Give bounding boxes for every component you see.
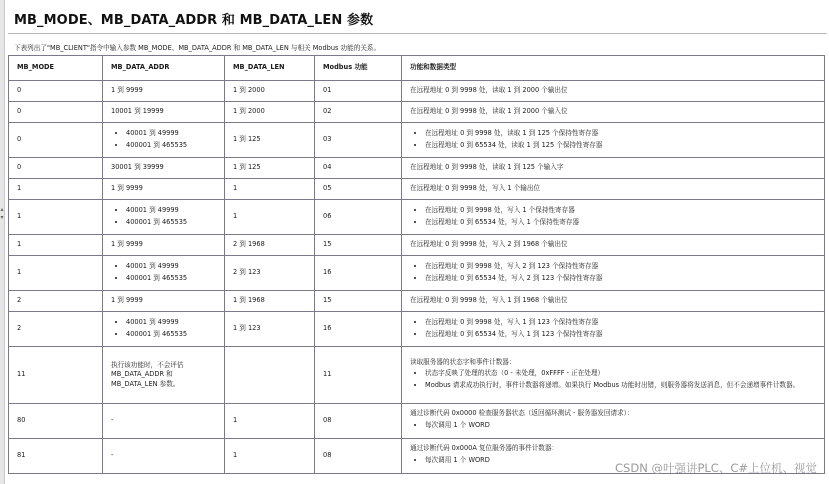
table-row: [9, 312, 825, 347]
cell-modbus-function: 16: [315, 256, 402, 291]
cell-mb-mode: 11: [9, 347, 103, 404]
header-modbus-function: Modbus 功能: [315, 56, 402, 81]
splitter-arrow-up-icon: ▴: [0, 206, 4, 213]
table-row: [9, 200, 825, 235]
cell-mb-data-len: 1: [225, 179, 315, 200]
cell-mb-data-len: 1 到 2000: [225, 102, 315, 123]
cell-mb-data-addr: [103, 312, 225, 347]
cell-mb-mode: 2: [9, 291, 103, 312]
table-row: [9, 123, 825, 158]
cell-mb-data-len: 1 到 123: [225, 312, 315, 347]
cell-modbus-function: 01: [315, 81, 402, 102]
description-item: • 每次调用 1 个 WORD: [425, 456, 816, 466]
intro-text: 下表列出了"MB_CLIENT"指令中输入参数 MB_MODE、MB_DATA_ADDR 和 MB_DATA_LEN 与相关 Modbus 功能的关系。: [14, 44, 381, 52]
cell-modbus-function: 08: [315, 404, 402, 439]
cell-modbus-function: 02: [315, 102, 402, 123]
description-item-list: [410, 262, 816, 283]
cell-mb-mode: 1: [9, 200, 103, 235]
cell-mb-data-len: 1 到 1968: [225, 291, 315, 312]
table-row: [9, 291, 825, 312]
cell-mb-mode: 1: [9, 256, 103, 291]
cell-mb-data-addr: -: [103, 404, 225, 439]
header-mb-mode: MB_MODE: [9, 56, 103, 81]
title-divider: [8, 33, 827, 34]
cell-mb-data-len: 1 到 125: [225, 158, 315, 179]
cell-mb-data-len: 2 到 123: [225, 256, 315, 291]
addr-range-item: • 400001 到 465535: [126, 330, 216, 340]
cell-function-description: [402, 256, 825, 291]
cell-mb-mode: 0: [9, 158, 103, 179]
cell-modbus-function: 11: [315, 347, 402, 404]
description-item: • 在远程地址 0 到 65534 处，读取 1 到 125 个保持性寄存器: [425, 141, 816, 151]
cell-modbus-function: 05: [315, 179, 402, 200]
cell-mb-data-len: [225, 347, 315, 404]
cell-function-description: [402, 312, 825, 347]
description-item: • Modbus 请求成功执行时，事件计数器将递增。如果执行 Modbus 功能时出错，则服务器将发送消息，但不会递增事件计数器。: [425, 381, 816, 391]
addr-range-item: • 40001 到 49999: [126, 129, 216, 139]
cell-mb-data-addr: 10001 到 19999: [103, 102, 225, 123]
table-row: [9, 347, 825, 404]
cell-mb-data-len: 1: [225, 404, 315, 439]
cell-mb-data-len: 1: [225, 200, 315, 235]
table-row: [9, 179, 825, 200]
table-row: [9, 102, 825, 123]
cell-mb-data-addr: 1 到 9999: [103, 179, 225, 200]
table-row: [9, 81, 825, 102]
table-header-row: [9, 56, 825, 81]
cell-mb-data-len: 1 到 125: [225, 123, 315, 158]
header-function-and-data-type: 功能和数据类型: [402, 56, 825, 81]
cell-mb-data-addr: 1 到 9999: [103, 235, 225, 256]
description-item-list: [410, 318, 816, 339]
cell-function-description: [402, 347, 825, 404]
addr-range-item-list: [111, 262, 216, 283]
table-row: [9, 158, 825, 179]
cell-modbus-function: 03: [315, 123, 402, 158]
description-item: • 在远程地址 0 到 9998 处，写入 2 到 123 个保持性寄存器: [425, 262, 816, 272]
description-item: • 在远程地址 0 到 9998 处，写入 1 个保持性寄存器: [425, 206, 816, 216]
cell-mb-data-addr: -: [103, 439, 225, 474]
description-item-list: [410, 206, 816, 227]
addr-range-item-list: [111, 129, 216, 150]
addr-range-item: • 400001 到 465535: [126, 274, 216, 284]
cell-mb-mode: 1: [9, 179, 103, 200]
cell-function-description: 在远程地址 0 到 9998 处，写入 1 个输出位: [402, 179, 825, 200]
description-item: • 每次调用 1 个 WORD: [425, 421, 816, 431]
cell-modbus-function: 08: [315, 439, 402, 474]
cell-mb-data-addr: 1 到 9999: [103, 81, 225, 102]
cell-mb-mode: 81: [9, 439, 103, 474]
cell-mb-mode: 0: [9, 123, 103, 158]
description-item-list: [410, 421, 816, 431]
description-item: • 在远程地址 0 到 65534 处，写入 1 到 123 个保持性寄存器: [425, 330, 816, 340]
table-body: [9, 81, 825, 474]
addr-range-item-list: [111, 206, 216, 227]
cell-function-description: [402, 123, 825, 158]
cell-mb-data-addr: 30001 到 39999: [103, 158, 225, 179]
cell-modbus-function: 06: [315, 200, 402, 235]
page-title: MB_MODE、MB_DATA_ADDR 和 MB_DATA_LEN 参数: [14, 13, 374, 28]
table-row: [9, 235, 825, 256]
cell-mb-data-len: 1 到 2000: [225, 81, 315, 102]
left-splitter[interactable]: [0, 0, 5, 484]
table-row: [9, 404, 825, 439]
cell-function-description: 在远程地址 0 到 9998 处，写入 2 到 1968 个输出位: [402, 235, 825, 256]
addr-range-item: • 400001 到 465535: [126, 141, 216, 151]
description-item: • 在远程地址 0 到 9998 处，写入 1 到 123 个保持性寄存器: [425, 318, 816, 328]
description-caption: 通过诊断代码 0x0000 检查服务器状态（返回循环测试 - 服务器发回请求）：: [410, 409, 634, 418]
cell-function-description: [402, 200, 825, 235]
cell-mb-mode: 0: [9, 81, 103, 102]
cell-function-description: 在远程地址 0 到 9998 处，写入 1 到 1968 个输出位: [402, 291, 825, 312]
cell-modbus-function: 15: [315, 291, 402, 312]
cell-function-description: 在远程地址 0 到 9998 处，读取 1 到 2000 个输出位: [402, 81, 825, 102]
description-item: • 状态字反映了处理的状态（0 - 未处理，0xFFFF - 正在处理）: [425, 369, 816, 379]
cell-mb-mode: 2: [9, 312, 103, 347]
addr-range-item: • 40001 到 49999: [126, 206, 216, 216]
cell-mb-data-addr: [103, 200, 225, 235]
header-mb-data-len: MB_DATA_LEN: [225, 56, 315, 81]
cell-modbus-function: 16: [315, 312, 402, 347]
cell-mb-mode: 1: [9, 235, 103, 256]
cell-mb-data-addr: [103, 123, 225, 158]
cell-mb-data-addr: [103, 256, 225, 291]
description-caption: 通过诊断代码 0x000A 复位服务器的事件计数器：: [410, 444, 559, 453]
addr-range-item-list: [111, 318, 216, 339]
description-item-list: [410, 129, 816, 150]
cell-mb-data-addr: 1 到 9999: [103, 291, 225, 312]
table-row: [9, 256, 825, 291]
cell-function-description: [402, 404, 825, 439]
description-item: • 在远程地址 0 到 9998 处，读取 1 到 125 个保持性寄存器: [425, 129, 816, 139]
header-mb-data-addr: MB_DATA_ADDR: [103, 56, 225, 81]
addr-range-item: • 40001 到 49999: [126, 262, 216, 272]
watermark: CSDN @叶强讲PLC、C#上位机、视觉: [615, 461, 817, 475]
cell-mb-data-len: 2 到 1968: [225, 235, 315, 256]
cell-mb-data-addr: 执行该功能时，不会评估 MB_DATA_ADDR 和 MB_DATA_LEN 参数。: [103, 347, 225, 404]
cell-mb-mode: 80: [9, 404, 103, 439]
addr-range-item: • 40001 到 49999: [126, 318, 216, 328]
description-caption: 读取服务器的状态字和事件计数器：: [410, 357, 516, 366]
cell-modbus-function: 15: [315, 235, 402, 256]
cell-modbus-function: 04: [315, 158, 402, 179]
modbus-parameter-table: [8, 55, 825, 474]
splitter-arrow-down-icon: ▾: [0, 214, 4, 221]
description-item: • 在远程地址 0 到 65534 处，写入 2 到 123 个保持性寄存器: [425, 274, 816, 284]
cell-mb-data-len: 1: [225, 439, 315, 474]
cell-function-description: 在远程地址 0 到 9998 处，读取 1 到 125 个输入字: [402, 158, 825, 179]
description-item-list: [410, 369, 816, 390]
cell-function-description: 在远程地址 0 到 9998 处，读取 1 到 2000 个输入位: [402, 102, 825, 123]
description-item: • 在远程地址 0 到 65534 处，写入 1 个保持性寄存器: [425, 218, 816, 228]
addr-range-item: • 400001 到 465535: [126, 218, 216, 228]
cell-mb-mode: 0: [9, 102, 103, 123]
